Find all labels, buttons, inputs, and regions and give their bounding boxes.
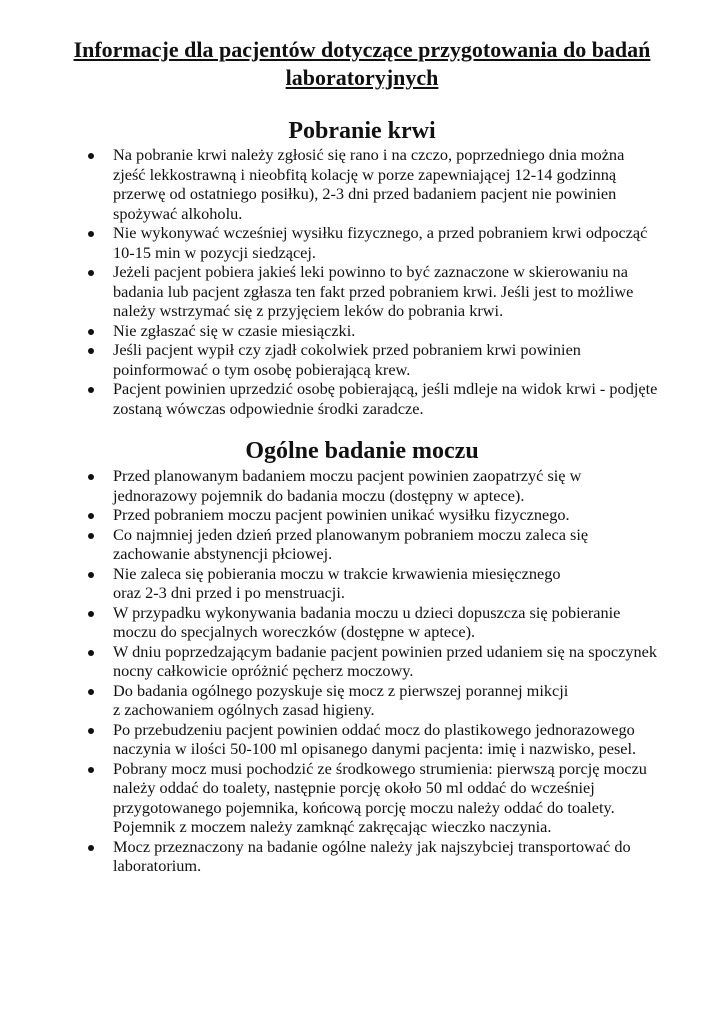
- list-item-text: Nie zaleca się pobierania moczu w trakcie krwawienia miesięcznego oraz 2-3 dni przed i po menstruacji.: [113, 563, 561, 602]
- list-item: [0, 145, 724, 223]
- list-item: [0, 642, 724, 681]
- list-item: [0, 759, 724, 837]
- list-item: [0, 681, 724, 720]
- list-item: [0, 525, 724, 564]
- section-heading-urinalysis: Ogólne badanie moczu: [245, 438, 479, 464]
- section-heading-blood-draw: Pobranie krwi: [288, 118, 436, 144]
- list-item-text: Przed planowanym badaniem moczu pacjent powinien zaopatrzyć się w jednorazowy pojemnik do badania moczu (dostępny w aptece).: [113, 466, 582, 505]
- list-item-text: Mocz przeznaczony na badanie ogólne należy jak najszybciej transportować do laboratorium.: [113, 836, 631, 875]
- document-title: Informacje dla pacjentów dotyczące przygotowania do badań laboratoryjnych: [73, 37, 651, 90]
- list-item-text: Pobrany mocz musi pochodzić ze środkowego strumienia: pierwszą porcję moczu należy oddać do toalety, następnie porcję około 50 ml oddać do wcześniej przygotowanego pojemnika, końcową porcję moczu należy oddać do toalety. Pojemnik z moczem należy zamknąć zakręcając wieczko naczynia.: [113, 758, 647, 836]
- list-item: [0, 223, 724, 262]
- list-item-text: Przed pobraniem moczu pacjent powinien unikać wysiłku fizycznego.: [113, 505, 570, 524]
- list-item-text: Do badania ogólnego pozyskuje się mocz z pierwszej porannej mikcji z zachowaniem ogólnych zasad higieny.: [113, 680, 569, 719]
- list-item: [0, 340, 724, 379]
- list-item-text: Na pobranie krwi należy zgłosić się rano i na czczo, poprzedniego dnia można zjeść lekkostrawną i nieobfitą kolację w porze zapewniającej 12-14 godzinną przerwę od ostatniego posiłku), 2-3 dni przed badaniem pacjent nie powinien spożywać alkoholu.: [113, 145, 625, 223]
- list-item-text: Co najmniej jeden dzień przed planowanym pobraniem moczu zaleca się zachowanie abstynencji płciowej.: [113, 524, 589, 563]
- list-item: [0, 603, 724, 642]
- list-item: [0, 379, 724, 418]
- list-item-text: Po przebudzeniu pacjent powinien oddać mocz do plastikowego jednorazowego naczynia w ilości 50-100 ml opisanego danymi pacjenta: imię i nazwisko, pesel.: [113, 719, 637, 758]
- blood-draw-instructions-list: [0, 145, 724, 418]
- list-item-text: Nie wykonywać wcześniej wysiłku fizycznego, a przed pobraniem krwi odpocząć 10-15 min w pozycji siedzącej.: [113, 223, 648, 262]
- list-item: [0, 262, 724, 321]
- list-item: [0, 564, 724, 603]
- urinalysis-instructions-list: [0, 466, 724, 876]
- list-item-text: Pacjent powinien uprzedzić osobę pobierającą, jeśli mdleje na widok krwi - podjęte zostaną wówczas odpowiednie środki zaradcze.: [113, 379, 658, 418]
- list-item: [0, 720, 724, 759]
- list-item-text: Nie zgłaszać się w czasie miesiączki.: [113, 320, 356, 340]
- list-item-text: Jeśli pacjent wypił czy zjadł cokolwiek przed pobraniem krwi powinien poinformować o tym osobę pobierającą krew.: [113, 340, 581, 379]
- list-item: [0, 321, 724, 341]
- list-item: [0, 837, 724, 876]
- list-item-text: Jeżeli pacjent pobiera jakieś leki powinno to być zaznaczone w skierowaniu na badania lub pacjent zgłasza ten fakt przed pobraniem krwi. Jeśli jest to możliwe należy wstrzymać się z przyjęciem leków do pobrania krwi.: [113, 262, 634, 320]
- list-item: [0, 466, 724, 505]
- list-item: [0, 505, 724, 525]
- list-item-text: W dniu poprzedzającym badanie pacjent powinien przed udaniem się na spoczynek nocny całkowicie opróżnić pęcherz moczowy.: [113, 641, 658, 680]
- list-item-text: W przypadku wykonywania badania moczu u dzieci dopuszcza się pobieranie moczu do specjalnych woreczków (dostępne w aptece).: [113, 602, 621, 641]
